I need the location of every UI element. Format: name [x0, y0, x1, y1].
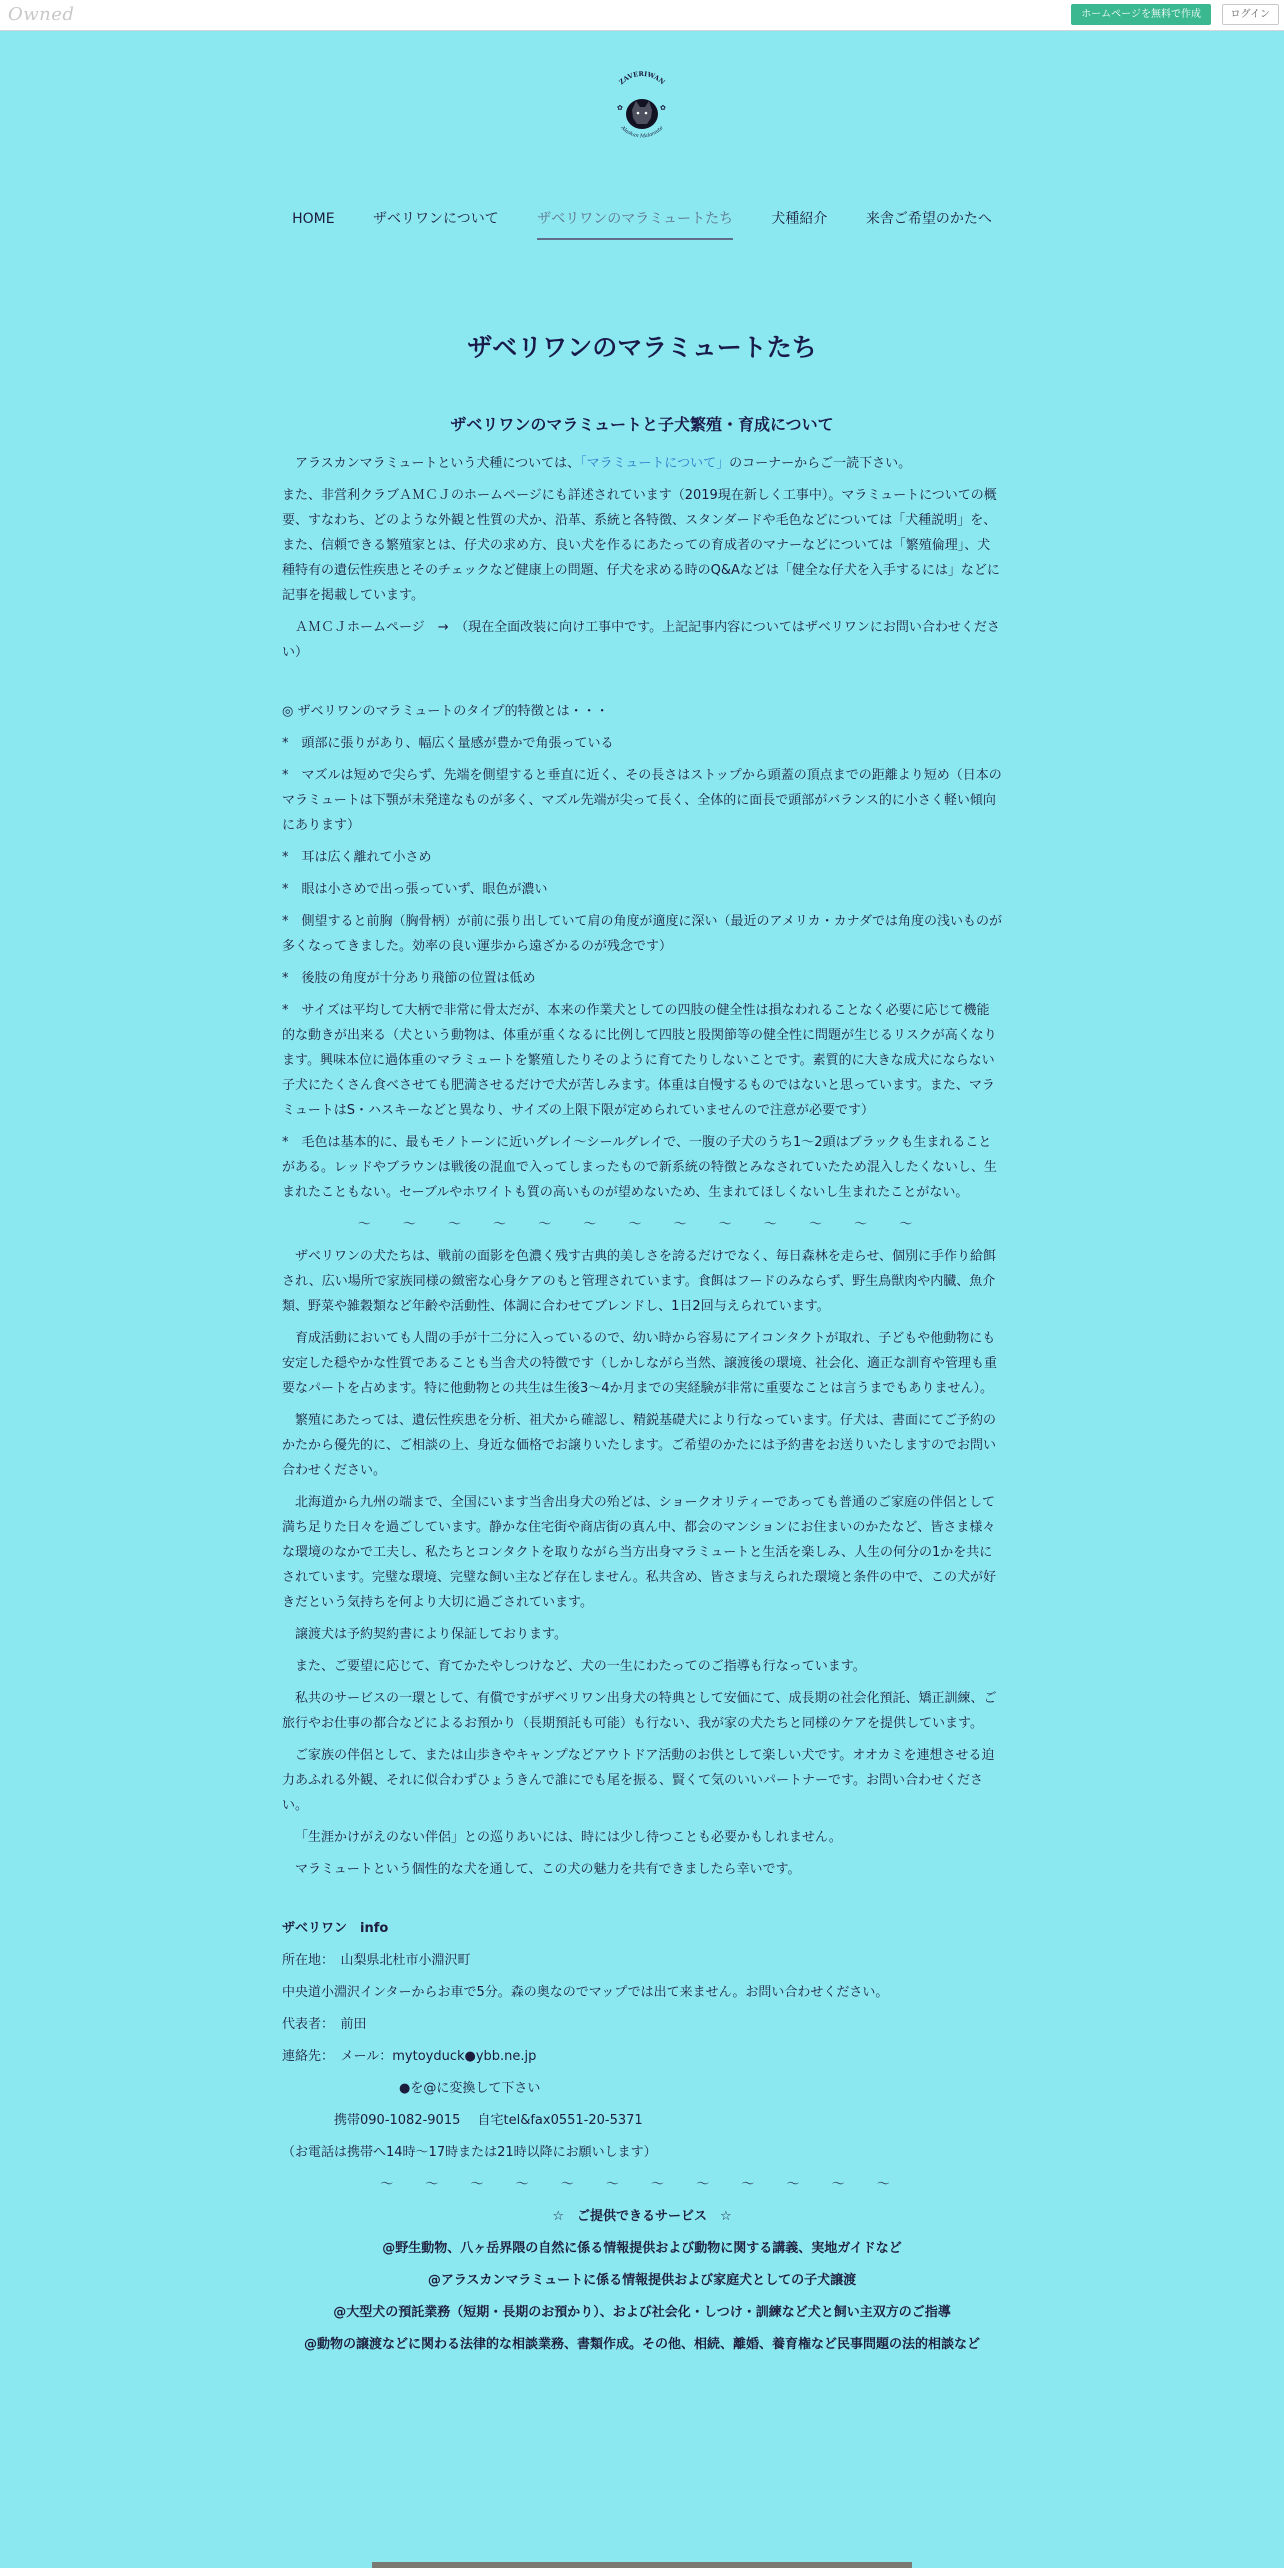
feature-item: * マズルは短めで尖らず、先端を側望すると垂直に近く、その長さはストップから頭蓋の頂点までの距離より短め（日本のマラミュートは下顎が未発達なものが多く、マズル先端が尖って長く、全体的に面長で頭部がバランス的に小さく軽い傾向にあります）	[282, 768, 1002, 833]
service-item: @動物の譲渡などに関わる法律的な相談業務、書類作成。その他、相続、離婚、養育権など民事問題の法的相談など	[303, 2337, 980, 2352]
service-item: @大型犬の預託業務（短期・長期のお預かり）、および社会化・しつけ・訓練など犬と飼い主双方のご指導	[333, 2305, 951, 2320]
nav-about-zaveriwan[interactable]: ザベリワンについて	[373, 211, 499, 227]
feature-item: * 耳は広く離れて小さめ	[282, 850, 432, 865]
amcj-homepage-note: ＡＭＣＪホームページ → （現在全面改装に向け工事中です。上記記事内容についてはザベリワンにお問い合わせください）	[282, 620, 1000, 660]
tilde-divider: ～ ～ ～ ～ ～ ～ ～ ～ ～ ～ ～ ～	[380, 2177, 904, 2192]
info-heading: ザベリワン info	[282, 1921, 389, 1936]
nav-home[interactable]: HOME	[292, 211, 335, 227]
body-paragraph: マラミュートという個性的な犬を通して、この犬の魅力を共有できましたら幸いです。	[295, 1862, 801, 1877]
malamute-about-link[interactable]: 「マラミュートについて」	[580, 456, 730, 471]
intro-before: アラスカンマラミュートという犬種については、	[295, 456, 581, 471]
info-email-note: ●を@に変換して下さい	[282, 2081, 541, 2096]
body-paragraph: ご家族の伴侶として、または山歩きやキャンプなどアウトドア活動のお供として楽しい犬です。オオカミを連想させる迫力あふれる外観、それに似合わずひょうきんで誰にでも尾を振る、賢くて気のいいパートナーです。お問い合わせください。	[282, 1748, 995, 1813]
body-paragraph: 私共のサービスの一環として、有償ですがザベリワン出身犬の特典として安価にて、成長期の社会化預託、矯正訓練、ご旅行やお仕事の都合などによるお預かり（長期預託も可能）も行ない、我が家の犬たちと同様のケアを提供しています。	[282, 1691, 997, 1731]
info-phone-hours: （お電話は携帯へ14時～17時または21時以降にお願いします）	[282, 2145, 657, 2160]
amcj-paragraph: また、非営利クラブＡＭＣＪのホームページにも詳述されています（2019現在新しく工事中）。マラミュートについての概要、すなわち、どのような外観と性質の犬か、沿革、系統と各特徴、スタンダードや毛色などについては「犬種説明」を、また、信頼できる繁殖家とは、仔犬の求め方、良い犬を作るにあたっての育成者のマナーなどについては「繁殖倫理」、犬種特有の遺伝性疾患とそのチェックなど健康上の問題、仔犬を求める時のQ&Aなどは「健全な仔犬を入手するには」などに記事を掲載しています。	[282, 488, 1000, 603]
nav-breed-intro[interactable]: 犬種紹介	[771, 211, 828, 227]
kennel-logo[interactable]	[605, 70, 679, 148]
svg-text:✿: ✿	[617, 104, 623, 112]
feature-item: * サイズは平均して大柄で非常に骨太だが、本来の作業犬としての四肢の健全性は損なわれることなく必要に応じて機能的な動きが出来る（犬という動物は、体重が重くなるに比例して四肢と股関節等の健全性に問題が生じるリスクが高くなります。興味本位に過体重のマラミュートを繁殖したりそのように育てたりしないことです。素質的に大きな成犬にならない子犬にたくさん食べさせても肥満させるだけで犬が苦しみます。体重は自慢するものではないと思っています。また、マラミュートはS・ハスキーなどと異なり、サイズの上限下限が定められていませんので注意が必要です）	[282, 1003, 997, 1118]
svg-text:✿: ✿	[660, 104, 666, 112]
features-heading: ◎ ザベリワンのマラミュートのタイプ的特徴とは・・・	[282, 704, 609, 719]
body-paragraph: ザベリワンの犬たちは、戦前の面影を色濃く残す古典的美しさを誇るだけでなく、毎日森林を走らせ、個別に手作り給餌され、広い場所で家族同様の緻密な心身ケアのもと管理されています。食餌はフードのみならず、野生鳥獣肉や内臓、魚介類、野菜や雑穀類など年齢や活動性、体調に合わせてブレンドし、1日2回与えられています。	[282, 1249, 996, 1314]
intro-after: のコーナーからご一読下さい。	[729, 456, 912, 471]
top-bar	[0, 0, 1284, 31]
info-representative: 代表者： 前田	[282, 2017, 367, 2032]
dog-photo	[372, 2562, 912, 2568]
body-paragraph: 「生涯かけがえのない伴侶」との巡りあいには、時には少し待つことも必要かもしれません。	[295, 1830, 842, 1845]
services-title: ☆ ご提供できるサービス ☆	[552, 2209, 732, 2224]
login-button[interactable]: ログイン	[1222, 4, 1280, 25]
logo-footer-text: Alaskan Malamute	[619, 125, 665, 140]
service-item: @野生動物、八ヶ岳界隈の自然に係る情報提供および動物に関する講義、実地ガイドなど	[382, 2241, 902, 2256]
owned-logo[interactable]: Owned	[8, 4, 75, 25]
nav-visit[interactable]: 来舎ご希望のかたへ	[865, 211, 992, 227]
feature-item: * 頭部に張りがあり、幅広く量感が豊かで角張っている	[282, 736, 614, 751]
body-paragraph: 北海道から九州の端まで、全国にいます当舎出身犬の殆どは、ショークオリティーであっても普通のご家庭の伴侶として満ち足りた日々を過ごしています。静かな住宅街や商店街の真ん中、都会のマンションにお住まいのかたなど、皆さま様々な環境のなかで工夫し、私たちとコンタクトを取りながら当方出身マラミュートと生活を楽しみ、人生の何分の1かを共にされています。完璧な環境、完璧な飼い主など存在しません。私共含め、皆さま与えられた環境と条件の中で、この犬が好きだという気持ちを何より大切に過ごされています。	[282, 1495, 996, 1610]
info-directions: 中央道小淵沢インターからお車で5分。森の奥なのでマップでは出て来ません。お問い合わせください。	[282, 1985, 889, 2000]
section-title: ザベリワンのマラミュートと子犬繁殖・育成について	[450, 415, 834, 434]
feature-item: * 後肢の角度が十分あり飛節の位置は低め	[282, 971, 536, 986]
body-paragraph: 譲渡犬は予約契約書により保証しております。	[295, 1627, 567, 1642]
feature-item: * 側望すると前胸（胸骨柄）が前に張り出していて肩の角度が適度に深い（最近のアメリカ・カナダでは角度の浅いものが多くなってきました。効率の良い運歩から遠ざかるのが残念です）	[282, 914, 1002, 954]
info-contact-email: 連絡先： メール：mytoyduck●ybb.ne.jp	[282, 2049, 537, 2064]
body-paragraph: 繁殖にあたっては、遺伝性疾患を分析、祖犬から確認し、精鋭基礎犬により行なっています。仔犬は、書面にてご予約のかたから優先的に、ご相談の上、身近な価格でお譲りいたします。ご希望のかたには予約書をお送りいたしますのでお問い合わせください。	[282, 1413, 996, 1478]
body-paragraph: また、ご要望に応じて、育てかたやしつけなど、犬の一生にわたってのご指導も行なっています。	[295, 1659, 866, 1674]
tilde-divider: ～ ～ ～ ～ ～ ～ ～ ～ ～ ～ ～ ～ ～	[357, 1217, 927, 1232]
svg-text:ZAVERIWAN	[618, 70, 667, 86]
feature-item: * 毛色は基本的に、最もモノトーンに近いグレイ～シールグレイで、一腹の子犬のうち1～2頭はブラックも生まれることがある。レッドやブラウンは戦後の混血で入ってしまったもので新系統の特徴とみなされていたため混入したくないし、生まれたこともない。セーブルやホワイトも質の高いものが望めないため、生まれてほしくないし生まれたことがない。	[282, 1135, 997, 1200]
service-item: @アラスカンマラミュートに係る情報提供および家庭犬としての子犬譲渡	[427, 2273, 857, 2288]
body-paragraph: 育成活動においても人間の手が十二分に入っているので、幼い時から容易にアイコンタクトが取れ、子どもや他動物にも安定した穏やかな性質であることも当舎犬の特徴です（しかしながら当然、譲渡後の環境、社会化、適正な訓育や管理も重要なパートを占めます。特に他動物との共生は生後3～4か月までの実経験が非常に重要なことは言うまでもありません）。	[282, 1331, 998, 1396]
main-content	[282, 330, 1002, 2364]
create-homepage-button[interactable]: ホームページを無料で作成	[1071, 4, 1211, 25]
nav-malamutes[interactable]: ザベリワンのマラミュートたち	[537, 208, 733, 240]
main-nav	[0, 208, 1284, 240]
page-title: ザベリワンのマラミュートたち	[467, 333, 817, 362]
intro-paragraph	[282, 451, 1002, 476]
feature-item: * 眼は小さめで出っ張っていず、眼色が濃い	[282, 882, 548, 897]
info-phone: 携帯090-1082-9015 自宅tel&fax0551-20-5371	[282, 2113, 643, 2128]
logo-arc-text: ZAVERIWAN	[617, 70, 667, 87]
info-address: 所在地： 山梨県北杜市小淵沢町	[282, 1953, 471, 1968]
